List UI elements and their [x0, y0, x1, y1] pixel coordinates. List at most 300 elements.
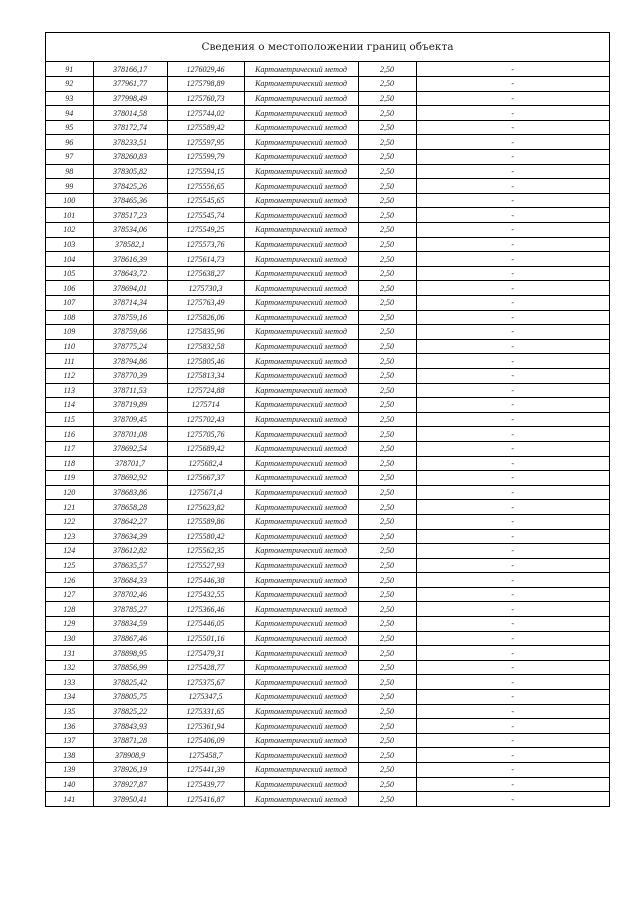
note-cell: -	[416, 704, 609, 719]
point-number-cell: 135	[46, 704, 93, 719]
x-coordinate-cell: 378582,1	[93, 237, 167, 252]
y-coordinate-cell: 1275580,42	[167, 529, 244, 544]
method-cell: Картометрический метод	[244, 281, 358, 296]
accuracy-cell: 2,50	[358, 617, 416, 632]
x-coordinate-cell: 378166,17	[93, 62, 167, 77]
accuracy-cell: 2,50	[358, 62, 416, 77]
x-coordinate-cell: 378642,27	[93, 514, 167, 529]
note-cell: -	[416, 763, 609, 778]
x-coordinate-cell: 378683,86	[93, 485, 167, 500]
point-number-cell: 116	[46, 427, 93, 442]
accuracy-cell: 2,50	[358, 631, 416, 646]
method-cell: Картометрический метод	[244, 748, 358, 763]
accuracy-cell: 2,50	[358, 485, 416, 500]
y-coordinate-cell: 1275446,38	[167, 573, 244, 588]
y-coordinate-cell: 1276029,46	[167, 62, 244, 77]
note-cell: -	[416, 485, 609, 500]
accuracy-cell: 2,50	[358, 602, 416, 617]
table-row	[46, 135, 609, 150]
accuracy-cell: 2,50	[358, 733, 416, 748]
y-coordinate-cell: 1275375,67	[167, 675, 244, 690]
y-coordinate-cell: 1275458,7	[167, 748, 244, 763]
note-cell: -	[416, 690, 609, 705]
method-cell: Картометрический метод	[244, 704, 358, 719]
accuracy-cell: 2,50	[358, 777, 416, 792]
table-row	[46, 675, 609, 690]
note-cell: -	[416, 62, 609, 77]
table-row	[46, 587, 609, 602]
x-coordinate-cell: 378908,9	[93, 748, 167, 763]
note-cell: -	[416, 456, 609, 471]
method-cell: Картометрический метод	[244, 193, 358, 208]
table-row	[46, 733, 609, 748]
point-number-cell: 115	[46, 412, 93, 427]
table-row	[46, 164, 609, 179]
table-row	[46, 296, 609, 311]
accuracy-cell: 2,50	[358, 660, 416, 675]
point-number-cell: 103	[46, 237, 93, 252]
y-coordinate-cell: 1275589,42	[167, 120, 244, 135]
table-row	[46, 383, 609, 398]
accuracy-cell: 2,50	[358, 748, 416, 763]
accuracy-cell: 2,50	[358, 135, 416, 150]
accuracy-cell: 2,50	[358, 398, 416, 413]
y-coordinate-cell: 1275573,76	[167, 237, 244, 252]
method-cell: Картометрический метод	[244, 733, 358, 748]
accuracy-cell: 2,50	[358, 120, 416, 135]
accuracy-cell: 2,50	[358, 354, 416, 369]
note-cell: -	[416, 164, 609, 179]
point-number-cell: 98	[46, 164, 93, 179]
y-coordinate-cell: 1275714	[167, 398, 244, 413]
x-coordinate-cell: 377961,77	[93, 77, 167, 92]
table-row	[46, 193, 609, 208]
accuracy-cell: 2,50	[358, 763, 416, 778]
point-number-cell: 99	[46, 179, 93, 194]
note-cell: -	[416, 150, 609, 165]
table-row	[46, 719, 609, 734]
table-row	[46, 471, 609, 486]
y-coordinate-cell: 1275545,74	[167, 208, 244, 223]
accuracy-cell: 2,50	[358, 646, 416, 661]
point-number-cell: 133	[46, 675, 93, 690]
accuracy-cell: 2,50	[358, 106, 416, 121]
note-cell: -	[416, 354, 609, 369]
accuracy-cell: 2,50	[358, 164, 416, 179]
y-coordinate-cell: 1275744,02	[167, 106, 244, 121]
method-cell: Картометрический метод	[244, 690, 358, 705]
y-coordinate-cell: 1275614,73	[167, 252, 244, 267]
x-coordinate-cell: 378702,46	[93, 587, 167, 602]
method-cell: Картометрический метод	[244, 412, 358, 427]
point-number-cell: 112	[46, 368, 93, 383]
accuracy-cell: 2,50	[358, 77, 416, 92]
table-row	[46, 223, 609, 238]
accuracy-cell: 2,50	[358, 544, 416, 559]
point-number-cell: 117	[46, 441, 93, 456]
x-coordinate-cell: 378634,39	[93, 529, 167, 544]
x-coordinate-cell: 378701,7	[93, 456, 167, 471]
accuracy-cell: 2,50	[358, 690, 416, 705]
note-cell: -	[416, 748, 609, 763]
point-number-cell: 101	[46, 208, 93, 223]
method-cell: Картометрический метод	[244, 383, 358, 398]
method-cell: Картометрический метод	[244, 179, 358, 194]
point-number-cell: 127	[46, 587, 93, 602]
table-row	[46, 573, 609, 588]
y-coordinate-cell: 1275439,77	[167, 777, 244, 792]
document-sheet	[45, 32, 610, 807]
y-coordinate-cell: 1275798,89	[167, 77, 244, 92]
point-number-cell: 132	[46, 660, 93, 675]
method-cell: Картометрический метод	[244, 398, 358, 413]
method-cell: Картометрический метод	[244, 208, 358, 223]
note-cell: -	[416, 660, 609, 675]
note-cell: -	[416, 368, 609, 383]
y-coordinate-cell: 1275446,05	[167, 617, 244, 632]
table-row	[46, 646, 609, 661]
accuracy-cell: 2,50	[358, 223, 416, 238]
accuracy-cell: 2,50	[358, 91, 416, 106]
y-coordinate-cell: 1275479,31	[167, 646, 244, 661]
method-cell: Картометрический метод	[244, 719, 358, 734]
accuracy-cell: 2,50	[358, 573, 416, 588]
note-cell: -	[416, 529, 609, 544]
method-cell: Картометрический метод	[244, 164, 358, 179]
note-cell: -	[416, 223, 609, 238]
accuracy-cell: 2,50	[358, 383, 416, 398]
point-number-cell: 124	[46, 544, 93, 559]
y-coordinate-cell: 1275638,27	[167, 266, 244, 281]
table-row	[46, 237, 609, 252]
table-row	[46, 558, 609, 573]
method-cell: Картометрический метод	[244, 456, 358, 471]
y-coordinate-cell: 1275556,65	[167, 179, 244, 194]
x-coordinate-cell: 378785,27	[93, 602, 167, 617]
table-row	[46, 427, 609, 442]
note-cell: -	[416, 412, 609, 427]
point-number-cell: 122	[46, 514, 93, 529]
accuracy-cell: 2,50	[358, 150, 416, 165]
method-cell: Картометрический метод	[244, 544, 358, 559]
point-number-cell: 141	[46, 792, 93, 807]
method-cell: Картометрический метод	[244, 62, 358, 77]
note-cell: -	[416, 500, 609, 515]
point-number-cell: 128	[46, 602, 93, 617]
method-cell: Картометрический метод	[244, 252, 358, 267]
table-row	[46, 529, 609, 544]
accuracy-cell: 2,50	[358, 441, 416, 456]
method-cell: Картометрический метод	[244, 763, 358, 778]
method-cell: Картометрический метод	[244, 427, 358, 442]
y-coordinate-cell: 1275441,39	[167, 763, 244, 778]
note-cell: -	[416, 339, 609, 354]
method-cell: Картометрический метод	[244, 106, 358, 121]
x-coordinate-cell: 378770,39	[93, 368, 167, 383]
x-coordinate-cell: 378867,46	[93, 631, 167, 646]
table-row	[46, 748, 609, 763]
table-row	[46, 500, 609, 515]
x-coordinate-cell: 378775,24	[93, 339, 167, 354]
x-coordinate-cell: 378635,57	[93, 558, 167, 573]
table-row	[46, 120, 609, 135]
accuracy-cell: 2,50	[358, 252, 416, 267]
accuracy-cell: 2,50	[358, 281, 416, 296]
point-number-cell: 110	[46, 339, 93, 354]
accuracy-cell: 2,50	[358, 675, 416, 690]
point-number-cell: 119	[46, 471, 93, 486]
method-cell: Картометрический метод	[244, 602, 358, 617]
accuracy-cell: 2,50	[358, 719, 416, 734]
x-coordinate-cell: 378898,95	[93, 646, 167, 661]
note-cell: -	[416, 441, 609, 456]
x-coordinate-cell: 378684,33	[93, 573, 167, 588]
y-coordinate-cell: 1275549,25	[167, 223, 244, 238]
note-cell: -	[416, 631, 609, 646]
note-cell: -	[416, 77, 609, 92]
note-cell: -	[416, 558, 609, 573]
y-coordinate-cell: 1275406,09	[167, 733, 244, 748]
y-coordinate-cell: 1275416,87	[167, 792, 244, 807]
method-cell: Картометрический метод	[244, 792, 358, 807]
y-coordinate-cell: 1275562,35	[167, 544, 244, 559]
accuracy-cell: 2,50	[358, 237, 416, 252]
y-coordinate-cell: 1275589,86	[167, 514, 244, 529]
y-coordinate-cell: 1275835,96	[167, 325, 244, 340]
table-row	[46, 704, 609, 719]
point-number-cell: 114	[46, 398, 93, 413]
point-number-cell: 104	[46, 252, 93, 267]
method-cell: Картометрический метод	[244, 573, 358, 588]
x-coordinate-cell: 378014,58	[93, 106, 167, 121]
method-cell: Картометрический метод	[244, 777, 358, 792]
x-coordinate-cell: 378714,34	[93, 296, 167, 311]
point-number-cell: 105	[46, 266, 93, 281]
document-title: Сведения о местоположении границ объекта	[46, 33, 609, 62]
note-cell: -	[416, 237, 609, 252]
note-cell: -	[416, 427, 609, 442]
point-number-cell: 94	[46, 106, 93, 121]
method-cell: Картометрический метод	[244, 631, 358, 646]
note-cell: -	[416, 646, 609, 661]
note-cell: -	[416, 398, 609, 413]
note-cell: -	[416, 135, 609, 150]
method-cell: Картометрический метод	[244, 266, 358, 281]
point-number-cell: 137	[46, 733, 93, 748]
method-cell: Картометрический метод	[244, 310, 358, 325]
note-cell: -	[416, 573, 609, 588]
point-number-cell: 118	[46, 456, 93, 471]
y-coordinate-cell: 1275724,88	[167, 383, 244, 398]
point-number-cell: 121	[46, 500, 93, 515]
point-number-cell: 102	[46, 223, 93, 238]
point-number-cell: 96	[46, 135, 93, 150]
x-coordinate-cell: 378794,86	[93, 354, 167, 369]
note-cell: -	[416, 252, 609, 267]
method-cell: Картометрический метод	[244, 91, 358, 106]
table-row	[46, 514, 609, 529]
note-cell: -	[416, 792, 609, 807]
y-coordinate-cell: 1275832,58	[167, 339, 244, 354]
y-coordinate-cell: 1275689,42	[167, 441, 244, 456]
table-row	[46, 660, 609, 675]
note-cell: -	[416, 675, 609, 690]
note-cell: -	[416, 91, 609, 106]
method-cell: Картометрический метод	[244, 660, 358, 675]
x-coordinate-cell: 378825,22	[93, 704, 167, 719]
table-row	[46, 485, 609, 500]
method-cell: Картометрический метод	[244, 120, 358, 135]
x-coordinate-cell: 378658,28	[93, 500, 167, 515]
table-row	[46, 441, 609, 456]
accuracy-cell: 2,50	[358, 529, 416, 544]
note-cell: -	[416, 777, 609, 792]
point-number-cell: 138	[46, 748, 93, 763]
note-cell: -	[416, 281, 609, 296]
accuracy-cell: 2,50	[358, 179, 416, 194]
note-cell: -	[416, 617, 609, 632]
method-cell: Картометрический метод	[244, 675, 358, 690]
point-number-cell: 131	[46, 646, 93, 661]
y-coordinate-cell: 1275760,73	[167, 91, 244, 106]
table-row	[46, 412, 609, 427]
y-coordinate-cell: 1275545,65	[167, 193, 244, 208]
accuracy-cell: 2,50	[358, 325, 416, 340]
boundary-points-table	[46, 62, 609, 806]
x-coordinate-cell: 378233,51	[93, 135, 167, 150]
y-coordinate-cell: 1275347,5	[167, 690, 244, 705]
accuracy-cell: 2,50	[358, 500, 416, 515]
point-number-cell: 126	[46, 573, 93, 588]
note-cell: -	[416, 325, 609, 340]
point-number-cell: 134	[46, 690, 93, 705]
y-coordinate-cell: 1275682,4	[167, 456, 244, 471]
x-coordinate-cell: 377998,49	[93, 91, 167, 106]
x-coordinate-cell: 378692,54	[93, 441, 167, 456]
y-coordinate-cell: 1275361,94	[167, 719, 244, 734]
x-coordinate-cell: 378759,66	[93, 325, 167, 340]
accuracy-cell: 2,50	[358, 587, 416, 602]
table-row	[46, 77, 609, 92]
x-coordinate-cell: 378871,28	[93, 733, 167, 748]
table-row	[46, 266, 609, 281]
y-coordinate-cell: 1275527,93	[167, 558, 244, 573]
note-cell: -	[416, 266, 609, 281]
table-row	[46, 763, 609, 778]
note-cell: -	[416, 471, 609, 486]
table-row	[46, 602, 609, 617]
accuracy-cell: 2,50	[358, 558, 416, 573]
table-row	[46, 690, 609, 705]
note-cell: -	[416, 383, 609, 398]
method-cell: Картометрический метод	[244, 514, 358, 529]
table-row	[46, 339, 609, 354]
y-coordinate-cell: 1275702,43	[167, 412, 244, 427]
table-row	[46, 398, 609, 413]
x-coordinate-cell: 378643,72	[93, 266, 167, 281]
y-coordinate-cell: 1275594,15	[167, 164, 244, 179]
x-coordinate-cell: 378305,82	[93, 164, 167, 179]
method-cell: Картометрический метод	[244, 354, 358, 369]
method-cell: Картометрический метод	[244, 237, 358, 252]
y-coordinate-cell: 1275331,65	[167, 704, 244, 719]
accuracy-cell: 2,50	[358, 339, 416, 354]
method-cell: Картометрический метод	[244, 485, 358, 500]
x-coordinate-cell: 378616,39	[93, 252, 167, 267]
table-row	[46, 456, 609, 471]
method-cell: Картометрический метод	[244, 296, 358, 311]
point-number-cell: 95	[46, 120, 93, 135]
note-cell: -	[416, 296, 609, 311]
table-row	[46, 252, 609, 267]
accuracy-cell: 2,50	[358, 792, 416, 807]
point-number-cell: 111	[46, 354, 93, 369]
method-cell: Картометрический метод	[244, 558, 358, 573]
point-number-cell: 139	[46, 763, 93, 778]
table-row	[46, 544, 609, 559]
point-number-cell: 136	[46, 719, 93, 734]
method-cell: Картометрический метод	[244, 368, 358, 383]
point-number-cell: 129	[46, 617, 93, 632]
point-number-cell: 97	[46, 150, 93, 165]
method-cell: Картометрический метод	[244, 646, 358, 661]
y-coordinate-cell: 1275599,79	[167, 150, 244, 165]
note-cell: -	[416, 719, 609, 734]
method-cell: Картометрический метод	[244, 441, 358, 456]
table-row	[46, 179, 609, 194]
x-coordinate-cell: 378534,06	[93, 223, 167, 238]
note-cell: -	[416, 120, 609, 135]
table-row	[46, 208, 609, 223]
point-number-cell: 125	[46, 558, 93, 573]
point-number-cell: 93	[46, 91, 93, 106]
x-coordinate-cell: 378805,75	[93, 690, 167, 705]
note-cell: -	[416, 179, 609, 194]
point-number-cell: 120	[46, 485, 93, 500]
note-cell: -	[416, 514, 609, 529]
note-cell: -	[416, 733, 609, 748]
accuracy-cell: 2,50	[358, 266, 416, 281]
method-cell: Картометрический метод	[244, 325, 358, 340]
y-coordinate-cell: 1275432,55	[167, 587, 244, 602]
point-number-cell: 107	[46, 296, 93, 311]
method-cell: Картометрический метод	[244, 471, 358, 486]
x-coordinate-cell: 378856,99	[93, 660, 167, 675]
table-row	[46, 777, 609, 792]
x-coordinate-cell: 378843,93	[93, 719, 167, 734]
table-row	[46, 354, 609, 369]
table-row	[46, 281, 609, 296]
point-number-cell: 108	[46, 310, 93, 325]
note-cell: -	[416, 602, 609, 617]
point-number-cell: 92	[46, 77, 93, 92]
accuracy-cell: 2,50	[358, 208, 416, 223]
point-number-cell: 100	[46, 193, 93, 208]
point-number-cell: 113	[46, 383, 93, 398]
table-row	[46, 792, 609, 807]
accuracy-cell: 2,50	[358, 427, 416, 442]
note-cell: -	[416, 208, 609, 223]
table-row	[46, 617, 609, 632]
table-row	[46, 106, 609, 121]
x-coordinate-cell: 378612,82	[93, 544, 167, 559]
table-row	[46, 310, 609, 325]
accuracy-cell: 2,50	[358, 296, 416, 311]
table-row	[46, 91, 609, 106]
note-cell: -	[416, 106, 609, 121]
method-cell: Картометрический метод	[244, 77, 358, 92]
x-coordinate-cell: 378759,16	[93, 310, 167, 325]
